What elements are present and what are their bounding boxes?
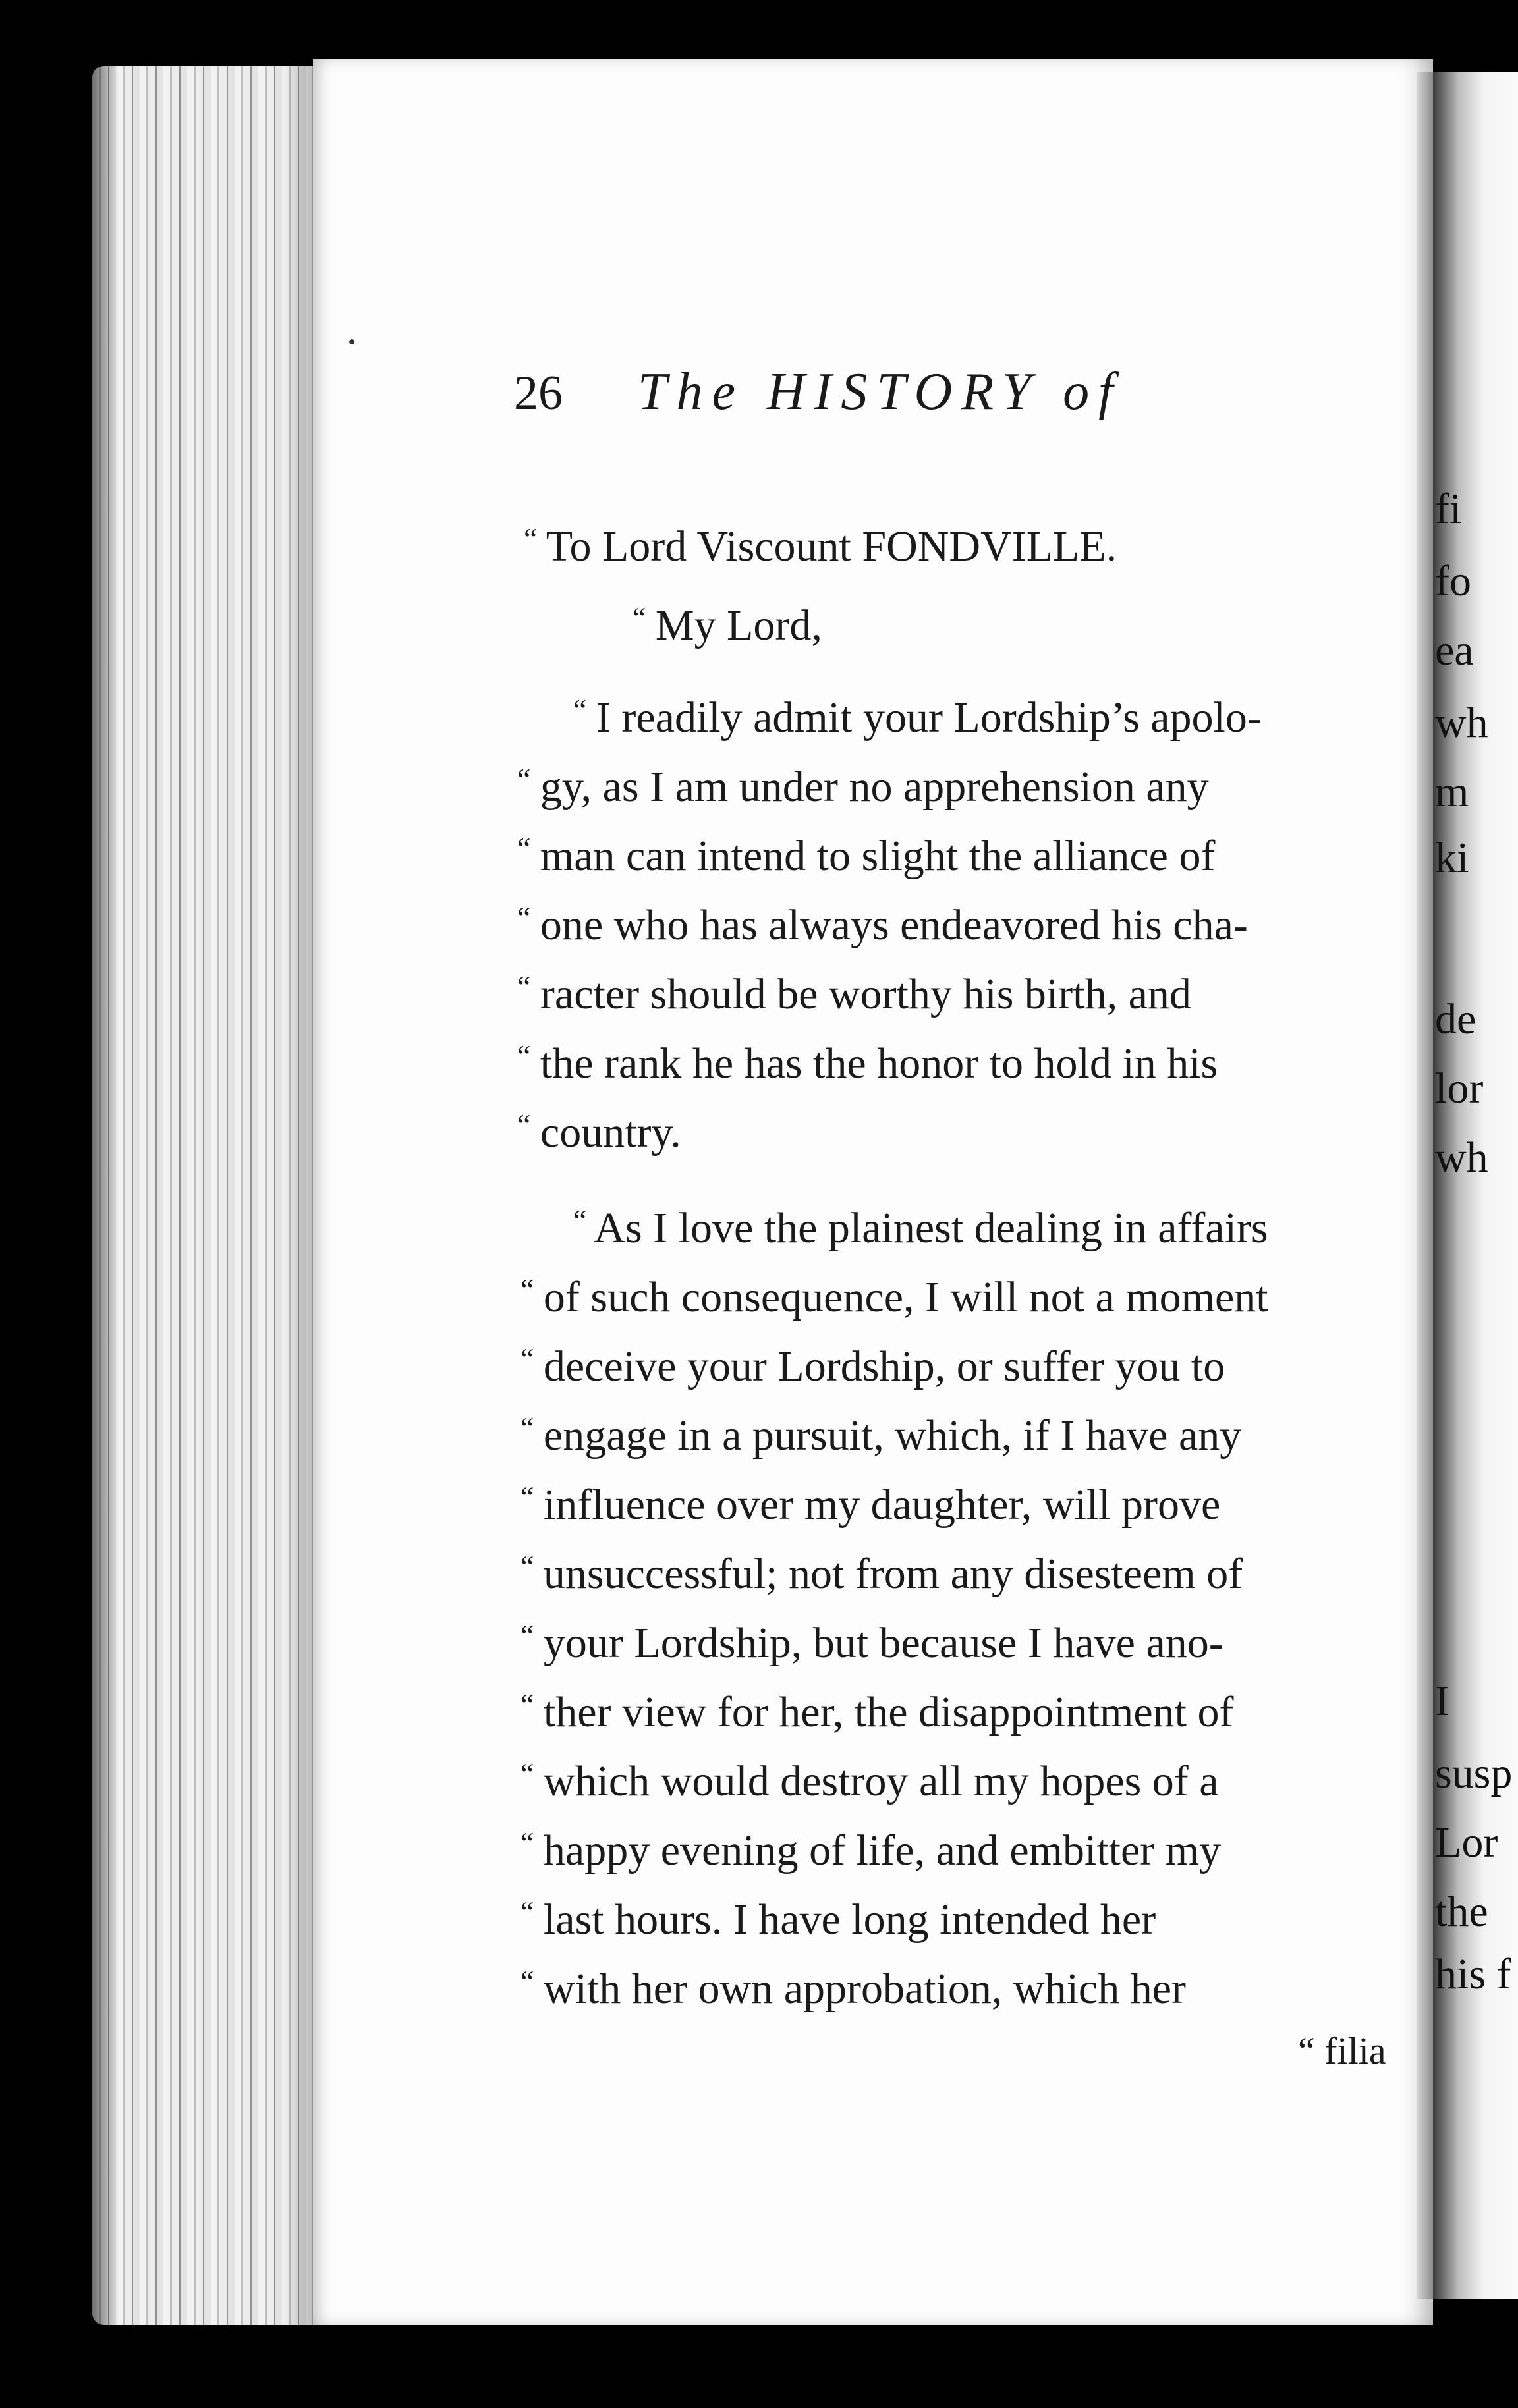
text-line: “ which would destroy all my hopes of a <box>520 1757 1219 1805</box>
facing-fragment: his f <box>1435 1950 1511 1998</box>
facing-fragment: wh <box>1435 1134 1488 1182</box>
ink-speck <box>349 339 354 344</box>
running-title: The HISTORY of <box>638 363 1123 421</box>
letter-address-line: “ To Lord Viscount FONDVILLE. <box>524 522 1117 570</box>
text-line: “ happy evening of life, and embitter my <box>520 1826 1222 1874</box>
facing-fragment: I <box>1435 1677 1449 1725</box>
facing-fragment: the <box>1435 1888 1488 1936</box>
text-line: “ country. <box>517 1108 681 1157</box>
facing-fragment: ea <box>1435 626 1474 674</box>
catchword: “ filia <box>1298 2029 1386 2072</box>
text-line: “ last hours. I have long intended her <box>520 1895 1156 1944</box>
text-line: “ with her own approbation, which her <box>520 1964 1187 2013</box>
letter-address: To Lord Viscount FONDVILLE. <box>546 522 1117 570</box>
running-head <box>514 363 1436 421</box>
text-line: “ ther view for her, the disappointment of <box>520 1687 1234 1736</box>
text-line: “ engage in a pursuit, which, if I have any <box>520 1411 1242 1460</box>
text-line: “ the rank he has the honor to hold in his <box>517 1039 1218 1087</box>
text-line: “ your Lordship, but because I have ano- <box>520 1618 1223 1667</box>
facing-fragment: susp <box>1435 1749 1513 1797</box>
text-line: “ I readily admit your Lordship’s apolo- <box>573 693 1262 742</box>
facing-fragment: fo <box>1435 557 1471 605</box>
text-line: “ gy, as I am under no apprehension any <box>517 762 1209 811</box>
facing-fragment: lor <box>1435 1064 1484 1112</box>
facing-fragment: ki <box>1435 834 1469 882</box>
text-line: “ influence over my daughter, will prove <box>520 1480 1221 1529</box>
letter-greeting: My Lord, <box>655 601 822 649</box>
facing-fragment: m <box>1435 768 1469 816</box>
facing-fragment: wh <box>1435 699 1488 747</box>
page-edges <box>92 66 316 2325</box>
letter-greeting-line: “ My Lord, <box>632 601 822 649</box>
text-line: “ man can intend to slight the alliance of <box>517 831 1216 880</box>
text-line: “ of such consequence, I will not a moment <box>520 1272 1268 1321</box>
facing-fragment: de <box>1435 995 1476 1043</box>
facing-fragment: fi <box>1435 485 1462 533</box>
text-line: “ deceive your Lordship, or suffer you to <box>520 1342 1225 1390</box>
text-line: “ racter should be worthy his birth, and <box>517 970 1191 1018</box>
text-line: “ As I love the plainest dealing in affairs <box>573 1203 1268 1252</box>
text-line: “ unsuccessful; not from any disesteem of <box>520 1549 1243 1598</box>
page-number: 26 <box>514 366 563 420</box>
text-line: “ one who has always endeavored his cha- <box>517 900 1248 949</box>
facing-fragment: Lor <box>1435 1819 1498 1867</box>
